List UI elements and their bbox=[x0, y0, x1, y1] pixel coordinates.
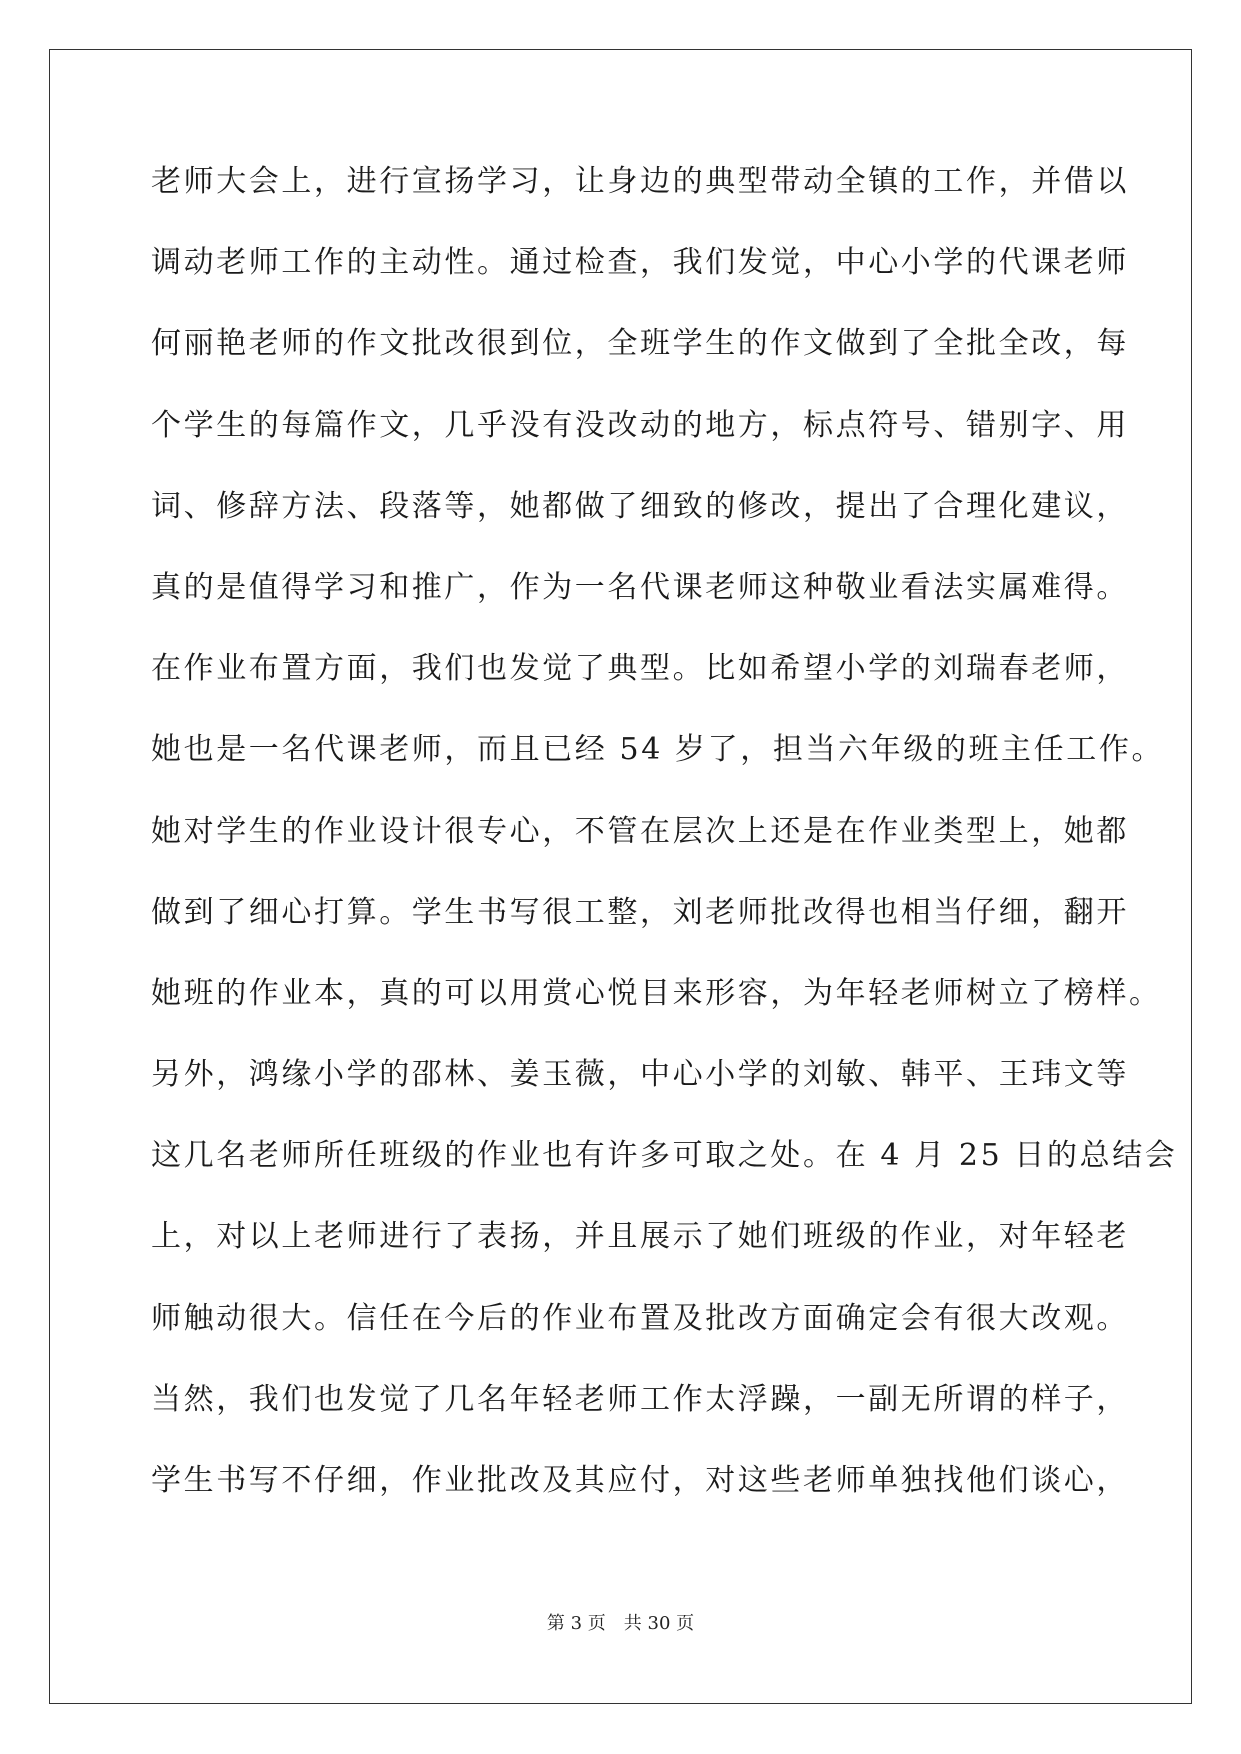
document-body bbox=[151, 164, 1178, 1544]
text-line: 个学生的每篇作文，几乎没有没改动的地方，标点符号、错别字、用 bbox=[151, 407, 1129, 443]
page-number: 第 3 页 bbox=[546, 1613, 606, 1634]
text-line: 师触动很大。信任在今后的作业布置及批改方面确定会有很大改观。 bbox=[151, 1300, 1129, 1336]
text-line: 学生书写不仔细，作业批改及其应付，对这些老师单独找他们谈心， bbox=[151, 1463, 1129, 1498]
page-footer bbox=[0, 1612, 1241, 1636]
text-line: 当然，我们也发觉了几名年轻老师工作太浮躁，一副无所谓的样子， bbox=[151, 1381, 1129, 1417]
text-line: 她班的作业本，真的可以用赏心悦目来形容，为年轻老师树立了榜样。 bbox=[151, 975, 1162, 1011]
text-line: 在作业布置方面，我们也发觉了典型。比如希望小学的刘瑞春老师， bbox=[151, 651, 1129, 687]
text-line: 做到了细心打算。学生书写很工整，刘老师批改得也相当仔细，翻开 bbox=[151, 894, 1129, 930]
text-line: 另外，鸿缘小学的邵林、姜玉薇，中心小学的刘敏、韩平、王玮文等 bbox=[151, 1057, 1129, 1093]
text-line: 真的是值得学习和推广，作为一名代课老师这种敬业看法实属难得。 bbox=[151, 569, 1129, 605]
text-line: 何丽艳老师的作文批改很到位，全班学生的作文做到了全批全改，每 bbox=[151, 326, 1129, 362]
text-line: 词、修辞方法、段落等，她都做了细致的修改，提出了合理化建议， bbox=[151, 488, 1129, 524]
page-total: 共 30 页 bbox=[623, 1613, 695, 1634]
text-line: 这几名老师所任班级的作业也有许多可取之处。在 4 月 25 日的总结会 bbox=[151, 1138, 1178, 1174]
text-line: 上，对以上老师进行了表扬，并且展示了她们班级的作业，对年轻老 bbox=[151, 1219, 1129, 1255]
text-line: 老师大会上，进行宣扬学习，让身边的典型带动全镇的工作，并借以 bbox=[151, 164, 1129, 199]
text-line: 她也是一名代课老师，而且已经 54 岁了，担当六年级的班主任工作。 bbox=[151, 732, 1165, 768]
text-line: 调动老师工作的主动性。通过检查，我们发觉，中心小学的代课老师 bbox=[151, 245, 1129, 281]
text-line: 她对学生的作业设计很专心，不管在层次上还是在作业类型上，她都 bbox=[151, 813, 1129, 849]
